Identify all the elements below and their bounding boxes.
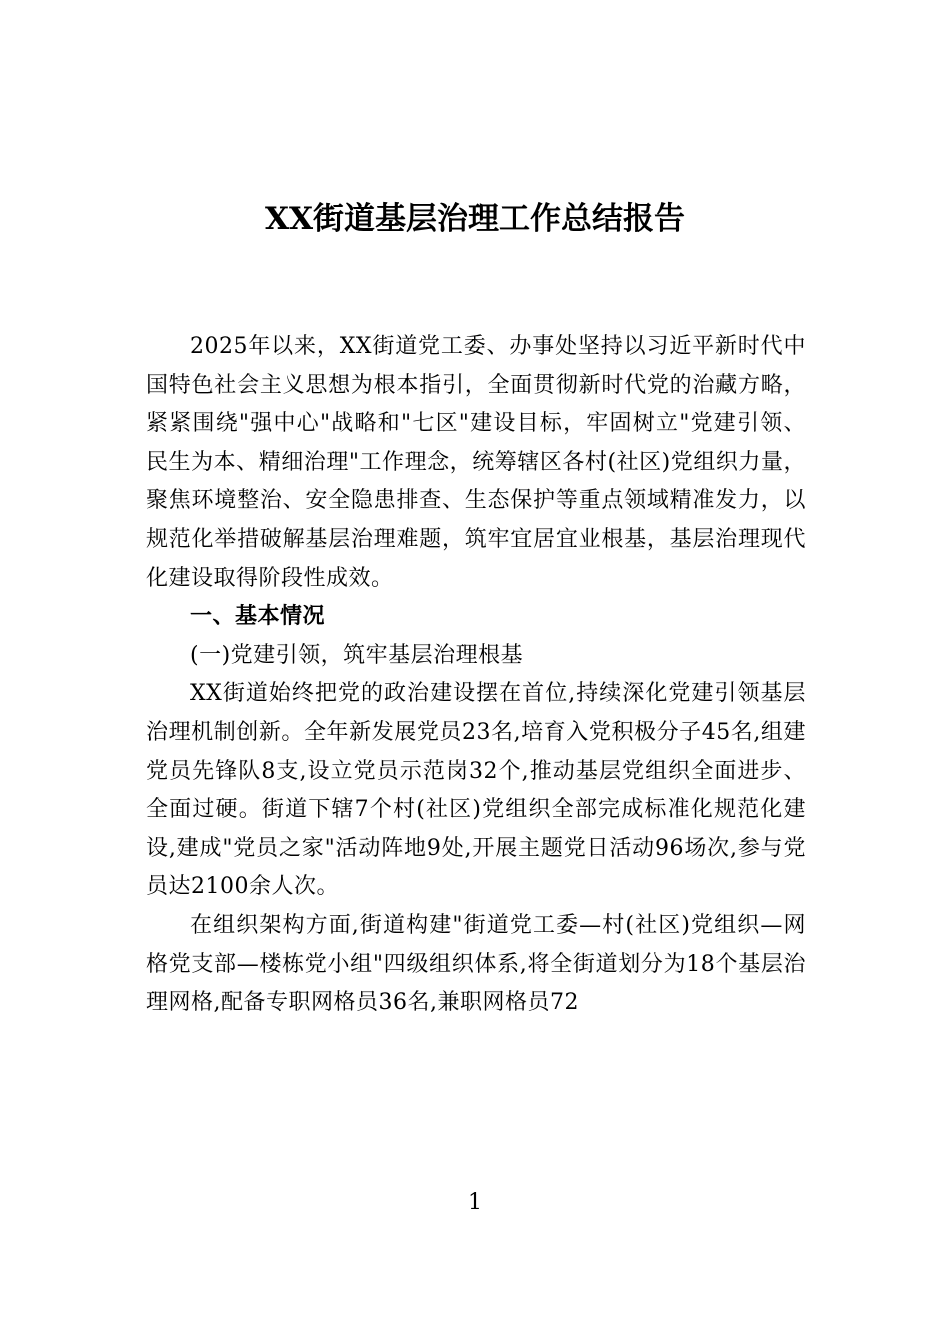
intro-paragraph: 2025年以来，XX街道党工委、办事处坚持以习近平新时代中国特色社会主义思想为根本指引，全面贯彻新时代党的治藏方略，紧紧围绕"强中心"战略和"七区"建设目标，牢固树立"党建引领、民生为本、精细治理"工作理念，统筹辖区各村(社区)党组织力量，聚焦环境整治、安全隐患排查、生态保护等重点领域精准发力，以规范化举措破解基层治理难题，筑牢宜居宜业根基，基层治理现代化建设取得阶段性成效。 (146, 334, 806, 591)
document-body (146, 328, 806, 1023)
document-title: XX街道基层治理工作总结报告 (264, 201, 686, 237)
subsection-heading: (一)党建引领，筑牢基层治理根基 (190, 642, 524, 668)
organization-structure-paragraph: 在组织架构方面,街道构建"街道党工委—村(社区)党组织—网格党支部—楼栋党小组"四级组织体系,将全街道划分为18个基层治理网格,配备专职网格员36名,兼职网格员72 (146, 912, 806, 1016)
page-number: 1 (468, 1190, 482, 1215)
section-heading: 一、基本情况 (190, 604, 326, 630)
party-building-paragraph: XX街道始终把党的政治建设摆在首位,持续深化党建引领基层治理机制创新。全年新发展党员23名,培育入党积极分子45名,组建党员先锋队8支,设立党员示范岗32个,推动基层党组织全面进步、全面过硬。街道下辖7个村(社区)党组织全部完成标准化规范化建设,建成"党员之家"活动阵地9处,开展主题党日活动96场次,参与党员达2100余人次。 (146, 681, 806, 900)
